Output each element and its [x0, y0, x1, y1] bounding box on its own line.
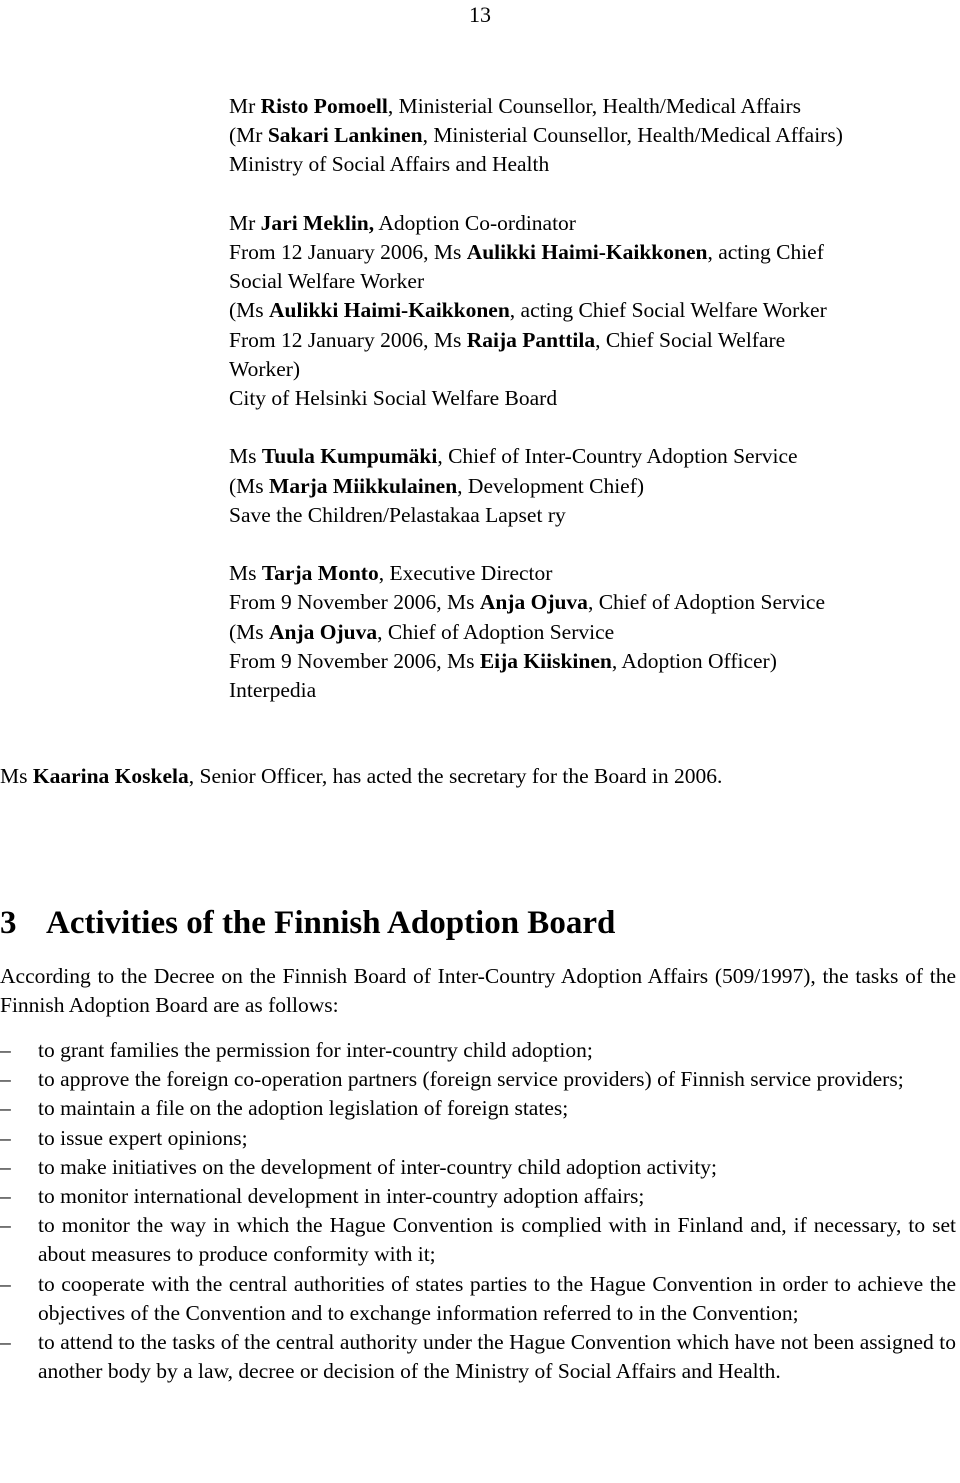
member-text: Ms [229, 444, 262, 469]
member-block [229, 209, 959, 413]
member-text: , Chief of Adoption Service [587, 590, 825, 615]
member-line [229, 559, 959, 588]
dash-bullet-icon: – [0, 1271, 11, 1296]
member-text: Mr [229, 94, 261, 118]
member-line [229, 209, 959, 238]
list-item-text: to monitor international development in inter-country adoption affairs; [38, 1184, 645, 1209]
list-item [0, 1182, 956, 1211]
list-item-text: to attend to the tasks of the central authority under the Hague Convention which have not been assigned to another body by a law, decree or decision of the Ministry of Social Affairs and Health. [38, 1330, 956, 1384]
list-item-text: to cooperate with the central authorities of states parties to the Hague Convention in order to achieve the objectives of the Convention and to exchange information referred to in the Convention; [38, 1271, 956, 1325]
member-line: Social Welfare Worker [229, 269, 425, 294]
member-line [229, 92, 959, 121]
list-item-text: to maintain a file on the adoption legislation of foreign states; [38, 1096, 569, 1121]
list-item-text: to make initiatives on the development of inter-country child adoption activity; [38, 1154, 718, 1179]
list-item [0, 1065, 956, 1094]
dash-bullet-icon: – [0, 1330, 11, 1355]
member-line: Worker) [229, 356, 301, 381]
member-text: (Ms [229, 298, 270, 323]
member-text: From 12 January 2006, Ms [229, 327, 467, 352]
dash-bullet-icon: – [0, 1154, 11, 1179]
member-text: , Chief of Adoption Service [377, 619, 615, 644]
member-text: , Development Chief) [457, 473, 645, 498]
member-organization: Interpedia [229, 678, 317, 703]
member-line [229, 472, 959, 501]
list-item-text: to grant families the permission for inter-country child adoption; [38, 1038, 593, 1062]
member-text: , Ministerial Counsellor, Health/Medical Affairs) [422, 123, 843, 148]
member-line [229, 647, 959, 676]
list-item [0, 1211, 956, 1269]
member-line [229, 121, 959, 150]
list-item [0, 1094, 956, 1123]
member-text: , Chief of Inter-Country Adoption Service [437, 444, 798, 469]
list-item [0, 1328, 956, 1386]
dash-bullet-icon: – [0, 1125, 11, 1150]
list-item-text: to monitor the way in which the Hague Convention is complied with in Finland and, if necessary, to set about measures to produce conformity with it; [38, 1213, 956, 1267]
section-heading [0, 900, 615, 946]
member-text: From 12 January 2006, Ms [229, 240, 467, 264]
member-name: Marja Miikkulainen [269, 473, 458, 498]
member-line [229, 326, 959, 355]
member-block [229, 442, 959, 530]
member-text: (Ms [229, 619, 270, 644]
member-name: Aulikki Haimi-Kaikkonen [269, 298, 510, 323]
member-name: Aulikki Haimi-Kaikkonen [466, 240, 708, 264]
dash-bullet-icon: – [0, 1038, 11, 1062]
member-text: , acting Chief Social Welfare Worker [509, 298, 827, 323]
member-text: , Adoption Officer) [611, 648, 777, 673]
member-text: , acting Chief [707, 240, 824, 264]
secretary-name: Kaarina Koskela [32, 764, 189, 788]
list-item [0, 1153, 956, 1182]
section-number: 3 [0, 905, 17, 941]
list-item-text: to issue expert opinions; [38, 1125, 248, 1150]
list-item-text: to approve the foreign co-operation partners (foreign service providers) of Finnish service providers; [38, 1067, 904, 1092]
member-name: Sakari Lankinen [267, 123, 423, 148]
dash-bullet-icon: – [0, 1067, 11, 1092]
member-text: (Mr [229, 123, 268, 148]
member-name: Risto Pomoell [260, 94, 388, 118]
board-members-list [229, 92, 959, 705]
member-text: , Executive Director [378, 561, 553, 586]
member-name: Anja Ojuva [479, 590, 588, 615]
member-block [229, 92, 959, 180]
member-organization: Ministry of Social Affairs and Health [229, 152, 550, 177]
task-list [0, 1036, 956, 1386]
member-text: Mr [229, 210, 261, 235]
member-organization: City of Helsinki Social Welfare Board [229, 386, 558, 411]
dash-bullet-icon: – [0, 1213, 11, 1238]
member-name: Tarja Monto [261, 561, 379, 586]
member-name: Anja Ojuva [269, 619, 378, 644]
dash-bullet-icon: – [0, 1096, 11, 1121]
member-line [229, 588, 959, 617]
member-line [229, 296, 959, 325]
member-text: (Ms [229, 473, 270, 498]
member-name: Tuula Kumpumäki [261, 444, 438, 469]
member-text: , Ministerial Counsellor, Health/Medical Affairs [387, 94, 801, 118]
member-name: Eija Kiiskinen [479, 648, 612, 673]
member-line [229, 618, 959, 647]
member-block [229, 559, 959, 705]
secretary-statement [0, 762, 960, 791]
member-name: Raija Panttila [466, 327, 596, 352]
member-text: Ms [229, 561, 262, 586]
member-organization: Save the Children/Pelastakaa Lapset ry [229, 502, 566, 527]
member-line [229, 442, 959, 471]
dash-bullet-icon: – [0, 1184, 11, 1209]
page-number: 13 [469, 2, 491, 27]
secretary-text: Ms [0, 764, 33, 788]
list-item [0, 1270, 956, 1328]
section-title: Activities of the Finnish Adoption Board [46, 905, 616, 941]
secretary-text: , Senior Officer, has acted the secretary for the Board in 2006. [188, 764, 723, 788]
member-text: From 9 November 2006, Ms [229, 590, 480, 615]
list-item [0, 1124, 956, 1153]
section-intro: According to the Decree on the Finnish Board of Inter-Country Adoption Affairs (509/1997), the tasks of the Finnish Adoption Board are as follows: [0, 964, 956, 1018]
member-text: , Chief Social Welfare [595, 327, 786, 352]
member-name: Jari Meklin, [260, 210, 375, 235]
member-line [229, 238, 959, 267]
list-item [0, 1036, 956, 1065]
member-text: From 9 November 2006, Ms [229, 648, 480, 673]
member-text: Adoption Co-ordinator [374, 210, 576, 235]
